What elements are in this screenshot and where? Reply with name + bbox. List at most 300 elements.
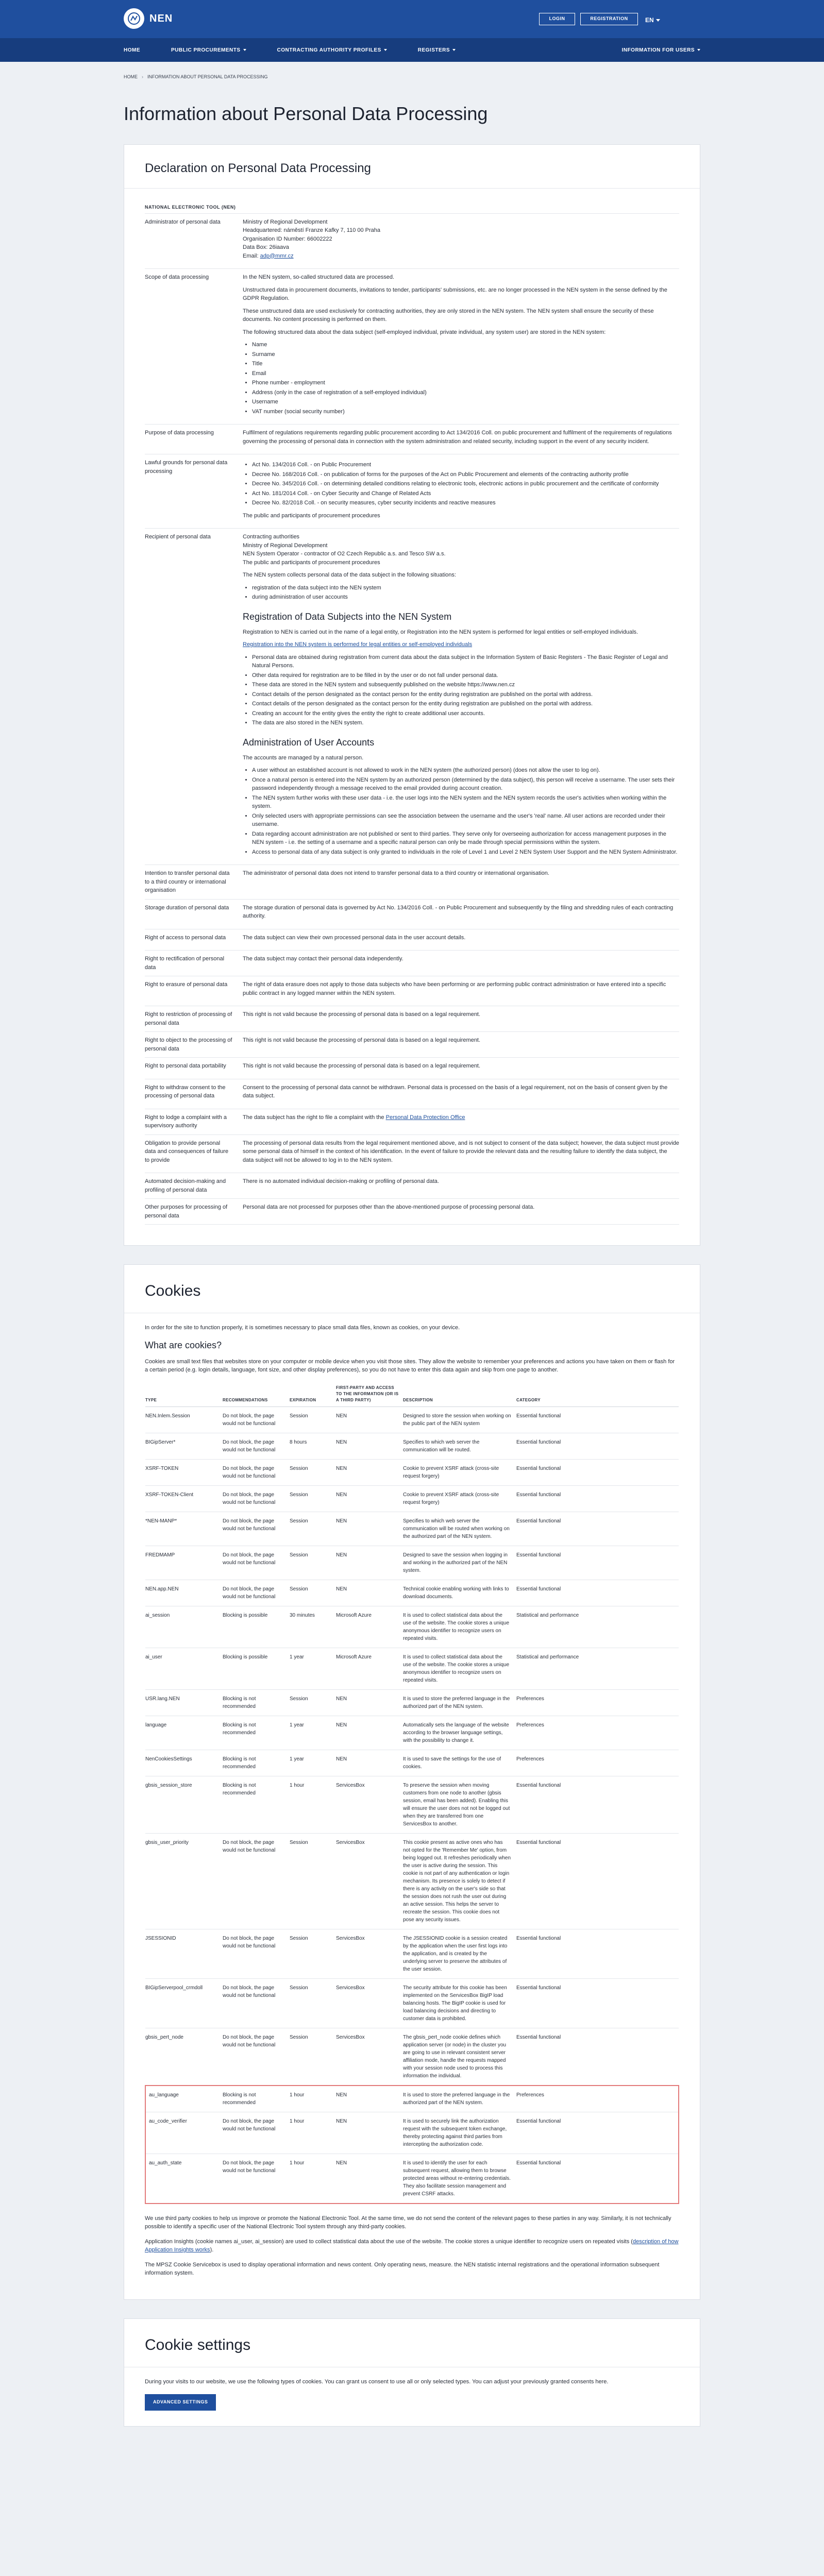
table-row [145, 1776, 679, 1833]
row-tail: The public and participants of procurement procedures [243, 512, 380, 519]
table-cell: NEN [336, 2112, 403, 2154]
table-cell: Session [290, 1929, 336, 1978]
table-row [145, 1580, 679, 1606]
row-label: Right of access to personal data [145, 929, 243, 951]
row-value [243, 976, 679, 1006]
list-item: • Address (only in the case of registration of a self-employed individual) [252, 388, 679, 397]
table-cell: Do not block, the page would not be functional [223, 1929, 290, 1978]
nav-label: INFORMATION FOR USERS [621, 47, 695, 53]
row-paragraph-text: This right is not valid because the processing of personal data is based on a legal requirement. [243, 1011, 481, 1018]
row-line: Data Box: 26iaava [243, 244, 289, 250]
row-paragraph [243, 980, 679, 997]
table-cell: NEN.app.NEN [145, 1580, 223, 1606]
declaration-row [145, 269, 679, 425]
row-paragraph-text: The storage duration of personal data is governed by Act No. 134/2016 Coll. - on Public Procurement and subsequently by the filing and shredding rules of each contracting authority. [243, 904, 674, 919]
nav-public-procurements[interactable] [171, 46, 246, 54]
chevron-down-icon [452, 49, 456, 51]
list-item: • Username [252, 398, 679, 406]
row-paragraph [243, 1203, 679, 1212]
table-cell: Essential functional [516, 1580, 679, 1606]
authority-link[interactable]: Personal Data Protection Office [385, 1114, 465, 1121]
table-cell: Designed to store the session when working on the public part of the NEN system [403, 1406, 516, 1433]
nav-information-for-users[interactable] [622, 46, 700, 54]
row-label: Right to object to the processing of personal data [145, 1032, 243, 1058]
column-header: EXPIRATION [290, 1381, 336, 1407]
row-paragraph-text: The processing of personal data results from the legal requirement mentioned above, and is not subject to consent of the data subject; however, the data subject must provide some personal data of himself in the context of his identification. In the event of failure to provide the relevant data and the resulting failure to identify the data subject, the data subject will not be allowed to log in to the NEN system. [243, 1140, 679, 1163]
table-cell: 1 hour [290, 1776, 336, 1833]
row-value [243, 269, 679, 425]
table-cell: USR.lang.NEN [145, 1689, 223, 1716]
row-line: The public and participants of procurement procedures [243, 559, 380, 566]
row-paragraph-text: Unstructured data in procurement documents, invitations to tender, participants' submissions, etc. are no longer processed in the NEN system in the sense defined by the GDPR Regulation. [243, 286, 667, 301]
column-header: DESCRIPTION [403, 1381, 516, 1407]
table-cell: Session [290, 2028, 336, 2086]
declaration-card [124, 144, 700, 1246]
table-cell: Preferences [516, 2086, 679, 2112]
row-value [243, 1032, 679, 1058]
table-cell: Specifies to which web server the communication will be routed. [403, 1433, 516, 1459]
table-cell: Specifies to which web server the communication will be routed when working on the authorized part of the NEN system. [403, 1512, 516, 1546]
row-paragraph-text: This right is not valid because the processing of personal data is based on a legal requirement. [243, 1037, 481, 1043]
declaration-row [145, 865, 679, 900]
row-paragraph [243, 286, 679, 303]
table-cell: JSESSIONID [145, 1929, 223, 1978]
admin-list [243, 766, 679, 856]
top-header [0, 0, 824, 38]
login-button[interactable]: LOGIN [539, 13, 575, 25]
table-cell: language [145, 1716, 223, 1750]
row-line: Ministry of Regional Development [243, 542, 328, 549]
nav-home[interactable]: HOME [124, 47, 140, 53]
table-cell: 8 hours [290, 1433, 336, 1459]
row-value [243, 1058, 679, 1079]
what-are-cookies-title: What are cookies? [145, 1340, 222, 1350]
table-cell: NEN [336, 2086, 403, 2112]
row-paragraph [243, 429, 679, 446]
chevron-down-icon [243, 49, 246, 51]
row-paragraph-text: The data subject can view their own processed personal data in the user account details. [243, 934, 466, 941]
admin-title: Administration of User Accounts [243, 737, 375, 748]
chevron-down-icon [697, 49, 700, 51]
declaration-row [145, 529, 679, 865]
cookies-title: Cookies [145, 1282, 201, 1299]
table-cell: Do not block, the page would not be functional [223, 1406, 290, 1433]
page-title: Information about Personal Data Processing [124, 103, 488, 124]
row-paragraph [243, 1036, 679, 1045]
row-label: Scope of data processing [145, 269, 243, 425]
column-header: FIRST-PARTY AND ACCESS TO THE INFORMATION (OR IS A THIRD PARTY) [336, 1381, 403, 1407]
declaration-row [145, 425, 679, 454]
table-cell: Blocking is possible [223, 1648, 290, 1689]
table-cell: Session [290, 1546, 336, 1580]
row-value [243, 1173, 679, 1199]
language-label: EN [645, 16, 654, 24]
row-value [243, 425, 679, 454]
table-cell: Cookie to prevent XSRF attack (cross-site request forgery) [403, 1459, 516, 1485]
table-cell: Essential functional [516, 1485, 679, 1512]
cookies-intro: In order for the site to function properly, it is sometimes necessary to place small data files, known as cookies, on your device. [145, 1325, 460, 1331]
table-cell: XSRF-TOKEN-Client [145, 1485, 223, 1512]
nav-label: PUBLIC PROCUREMENTS [171, 47, 241, 53]
table-cell: NEN [336, 1459, 403, 1485]
row-line: Organisation ID Number: 66002222 [243, 235, 332, 242]
nav-label: CONTRACTING AUTHORITY PROFILES [277, 47, 381, 53]
row-paragraph [243, 571, 679, 580]
table-cell: NEN [336, 1580, 403, 1606]
list-item: • during administration of user accounts [252, 593, 679, 602]
row-paragraph-text: The right of data erasure does not apply to those data subjects who have been performing or are performing public contract administration or have entered into a specific public contract in any logged manner within the NEN system. [243, 981, 666, 996]
breadcrumb-current: INFORMATION ABOUT PERSONAL DATA PROCESSING [147, 74, 268, 80]
table-cell: The gbsis_pert_node cookie defines which application server (or node) in the cluster you are going to use in relevant consistent server affiliation mode, handle the requests mapped with your session node used to process this information the individual. [403, 2028, 516, 2086]
row-label: Administrator of personal data [145, 214, 243, 269]
table-cell: au_auth_state [145, 2154, 223, 2204]
row-label: Storage duration of personal data [145, 899, 243, 929]
list-item: • Contact details of the person designated as the contact person for the entity during registration are published on the portal with address. [252, 690, 679, 699]
row-paragraph-text: Personal data are not processed for purposes other than the above-mentioned purpose of processing personal data. [243, 1204, 535, 1210]
list-item: • Creating an account for the entity gives the entity the right to create additional user accounts. [252, 709, 679, 718]
list-item: • Once a natural person is entered into the NEN system by an authorized person (determined by the data subject), this person will receive a username. The user sets their password independently through a message received to the email provided during account creation. [252, 776, 679, 793]
table-cell: 1 year [290, 1750, 336, 1776]
list-item: • Decree No. 82/2018 Coll. - on security measures, cyber security incidents and reactive measures [252, 499, 679, 507]
column-header: RECOMMENDATIONS [223, 1381, 290, 1407]
table-cell: Microsoft Azure [336, 1648, 403, 1689]
table-cell: 1 year [290, 1716, 336, 1750]
table-cell: The JSESSIONID cookie is a session created by the application when the user first logs into the application, and is created by the underlying server to preserve the attributes of the user session. [403, 1929, 516, 1978]
row-value [243, 529, 679, 865]
row-paragraph [243, 1113, 679, 1122]
row-line: Email: [243, 252, 260, 259]
row-list [243, 584, 679, 602]
row-paragraph-text: In the NEN system, so-called structured data are processed. [243, 274, 395, 280]
nav-registers[interactable] [418, 46, 456, 54]
table-cell: Do not block, the page would not be functional [223, 2154, 290, 2204]
table-row [145, 1459, 679, 1485]
row-paragraph [243, 1010, 679, 1019]
row-paragraph-text: There is no automated individual decision-making or profiling of personal data. [243, 1178, 439, 1184]
table-row [145, 1512, 679, 1546]
table-cell: It is used to identify the user for each subsequent request, allowing them to browse protected areas without re-entering credentials. They also facilitate session management and prevent CSRF attacks. [403, 2154, 516, 2204]
row-value [243, 929, 679, 951]
list-item: • Data regarding account administration are not published or sent to third parties. They serve only for overseeing authorization for access management purposes in the NEN system - i.e. the setting of a username and a specific natural person can only be made through special permissions within the system. [252, 830, 679, 847]
table-row [145, 1978, 679, 2028]
row-paragraph [243, 1139, 679, 1165]
table-cell: Do not block, the page would not be functional [223, 2028, 290, 2086]
list-item: • Email [252, 369, 679, 378]
table-cell: gbsis_session_store [145, 1776, 223, 1833]
logo-emblem-icon [124, 8, 144, 29]
row-paragraph-text: These unstructured data are used exclusively for contracting authorities, they are only stored in the NEN system. The NEN system shall ensure the security of these documents. No content processing is performed on them. [243, 308, 654, 323]
table-cell: Blocking is not recommended [223, 1716, 290, 1750]
row-line: Headquartered: náměstí Franze Kafky 7, 110 00 Praha [243, 227, 381, 233]
table-cell: NEN [336, 1716, 403, 1750]
app-insights-pre: Application Insights (cookie names ai_user, ai_session) are used to collect statistical data about the use of the website. The cookie stores a unique identifier to recognize users on repeated visits ( [145, 2238, 633, 2245]
table-cell: Blocking is not recommended [223, 1689, 290, 1716]
app-insights-link[interactable]: description of how Application Insights works [145, 2238, 679, 2253]
table-cell: Session [290, 1512, 336, 1546]
row-paragraph [243, 307, 679, 324]
list-item: • The NEN system further works with these user data - i.e. the user logs into the NEN system and the NEN system records the user's activities when working within the system. [252, 794, 679, 811]
table-cell: Essential functional [516, 1776, 679, 1833]
table-cell: NEN.Inlem.Session [145, 1406, 223, 1433]
declaration-row [145, 1058, 679, 1079]
list-item: • Other data required for registration are to be filled in by the user or do not fall under personal data. [252, 671, 679, 680]
nav-label: REGISTERS [417, 47, 450, 53]
table-row [145, 1929, 679, 1978]
registration-link[interactable]: Registration into the NEN system is performed for legal entities or self-employed individuals [243, 641, 473, 648]
list-item: • Decree No. 345/2016 Coll. - on determining detailed conditions relating to electronic tools, electronic actions in public procurement and the certificate of conformity [252, 480, 679, 488]
table-cell: It is used to collect statistical data about the use of the website. The cookie stores a unique anonymous identifier to recognize users on repeated visits. [403, 1606, 516, 1648]
row-list [243, 461, 679, 507]
table-cell: Do not block, the page would not be functional [223, 1459, 290, 1485]
servicebox-text: The MPSZ Cookie Servicebox is used to display operational information and news content. Only operating news, measure. the NEN statistic internal registrations and the operational information subsequent information system. [145, 2261, 660, 2276]
list-item: • Act No. 181/2014 Coll. - on Cyber Security and Change of Related Acts [252, 489, 679, 498]
language-selector[interactable] [645, 15, 660, 25]
chevron-down-icon [656, 19, 660, 22]
admin-intro: The accounts are managed by a natural person. [243, 754, 364, 761]
table-cell: To preserve the session when moving customers from one node to another (gbsis session, email has been added). Enabling this will ensure the user does not not be logged out when they are transferred from one ServicesBox to another. [403, 1776, 516, 1833]
table-cell: Do not block, the page would not be functional [223, 1580, 290, 1606]
table-row [145, 2086, 679, 2112]
app-insights-post: ). [210, 2247, 214, 2253]
table-row [145, 1433, 679, 1459]
table-cell: Session [290, 1580, 336, 1606]
cookie-settings-card [124, 2318, 700, 2427]
row-paragraph-text: The administrator of personal data does not intend to transfer personal data to a third country or international organisation. [243, 870, 549, 876]
row-label: Other purposes for processing of personal data [145, 1199, 243, 1225]
table-cell: Session [290, 1978, 336, 2028]
table-row [145, 1546, 679, 1580]
table-cell: Blocking is not recommended [223, 1776, 290, 1833]
table-cell: Session [290, 1485, 336, 1512]
row-paragraph [243, 328, 679, 337]
row-paragraph [243, 869, 679, 878]
table-row [145, 1750, 679, 1776]
table-cell: Essential functional [516, 2028, 679, 2086]
declaration-title: Declaration on Personal Data Processing [145, 161, 371, 175]
table-cell: Preferences [516, 1716, 679, 1750]
table-cell: Cookie to prevent XSRF attack (cross-site request forgery) [403, 1485, 516, 1512]
nav-contracting-authority-profiles[interactable] [277, 46, 387, 54]
table-cell: ServicesBox [336, 1833, 403, 1929]
list-item: • Only selected users with appropriate permissions can see the association between the username and the user's 'real' name. All user actions are recorded under their username. [252, 812, 679, 829]
row-label: Obligation to provide personal data and consequences of failure to provide [145, 1134, 243, 1173]
list-item: • Decree No. 168/2016 Coll. - on publication of forms for the purposes of the Act on Public Procurement and elements of the contracting authority profile [252, 470, 679, 479]
table-cell: XSRF-TOKEN [145, 1459, 223, 1485]
table-cell: Blocking is not recommended [223, 1750, 290, 1776]
table-row [145, 1689, 679, 1716]
row-paragraph [243, 955, 679, 963]
table-cell: Do not block, the page would not be functional [223, 1833, 290, 1929]
registration-button[interactable]: REGISTRATION [580, 13, 638, 25]
table-cell: Essential functional [516, 1978, 679, 2028]
table-cell: Session [290, 1406, 336, 1433]
row-paragraph [243, 273, 679, 282]
row-paragraph-text: Fulfilment of regulations requirements regarding public procurement according to Act 134/2016 Coll. on public procurement and fulfilment of the requirements of regulations governing the processing of personal data in connection with the system administration and related security, including support in the event of any security incident. [243, 430, 672, 445]
table-cell: *NEN-MANP* [145, 1512, 223, 1546]
row-value [243, 865, 679, 900]
table-cell: au_code_verifier [145, 2112, 223, 2154]
table-cell: 1 hour [290, 2086, 336, 2112]
row-lines [243, 533, 679, 567]
column-header: TYPE [145, 1381, 223, 1407]
table-cell: Session [290, 1689, 336, 1716]
cookie-settings-title: Cookie settings [145, 2336, 251, 2353]
table-cell: 1 hour [290, 2154, 336, 2204]
table-row [145, 1648, 679, 1689]
row-paragraph-text: Consent to the processing of personal data cannot be withdrawn. Personal data is processed on the basis of a legal requirement, not on the basis of consent given by the data subject. [243, 1084, 668, 1099]
row-value [243, 1199, 679, 1225]
table-cell: This cookie present as active ones who has not opted for the 'Remember Me' option, from being logged out. It refreshes periodically when the user is active during the session. This cookie is not part of any authentication or login mechanism. Its presence is solely to detect if there is any activity on the user's side so that the session does not rush the user out during an active session. This helps the server to recreate the session. This cookie does not pose any security issues. [403, 1833, 516, 1929]
row-value [243, 899, 679, 929]
declaration-row [145, 1173, 679, 1199]
table-cell: NEN [336, 1512, 403, 1546]
declaration-row [145, 976, 679, 1006]
list-item: • Act No. 134/2016 Coll. - on Public Procurement [252, 461, 679, 469]
table-row [145, 1606, 679, 1648]
table-row [145, 2112, 679, 2154]
row-paragraph-text: The NEN system collects personal data of the data subject in the following situations: [243, 572, 456, 578]
row-paragraph [243, 1083, 679, 1100]
table-cell: Do not block, the page would not be functional [223, 1512, 290, 1546]
breadcrumb-home[interactable]: HOME [124, 74, 138, 80]
table-cell: BIGipServer* [145, 1433, 223, 1459]
section-label: NATIONAL ELECTRONIC TOOL (NEN) [145, 199, 679, 214]
row-value [243, 1079, 679, 1109]
row-label: Right to restriction of processing of personal data [145, 1006, 243, 1032]
declaration-row [145, 1079, 679, 1109]
list-item: • Title [252, 360, 679, 368]
list-item: • Personal data are obtained during registration from current data about the data subject in the Information System of Basic Registers - The Basic Register of Legal and Natural Persons. [252, 653, 679, 670]
list-item: • Phone number - employment [252, 379, 679, 387]
list-item: • These data are stored in the NEN system and subsequently published on the website https://www.nen.cz [252, 681, 679, 689]
table-cell: NEN [336, 1546, 403, 1580]
declaration-table [145, 214, 679, 1225]
table-cell: Essential functional [516, 1546, 679, 1580]
row-value [243, 454, 679, 529]
table-cell: NEN [336, 1689, 403, 1716]
table-cell: NEN [336, 1750, 403, 1776]
registration-list [243, 653, 679, 727]
table-cell: Blocking is not recommended [223, 2086, 290, 2112]
table-cell: It is used to store the preferred language in the authorized part of the NEN system. [403, 1689, 516, 1716]
row-label: Right to withdraw consent to the processing of personal data [145, 1079, 243, 1109]
table-row [145, 1716, 679, 1750]
table-cell: Essential functional [516, 1833, 679, 1929]
row-list [243, 341, 679, 416]
table-cell: Essential functional [516, 2112, 679, 2154]
table-cell: NEN [336, 1433, 403, 1459]
third-party-text: We use third party cookies to help us improve or promote the National Electronic Tool. At the same time, we do not send the content of the relevant pages to these parties in any way. Similarly, it is not technically possible to identify a specific user of the National Electronic Tool system through any third-party cookies. [145, 2215, 671, 2230]
table-cell: Statistical and performance [516, 1606, 679, 1648]
logo[interactable] [124, 8, 173, 29]
declaration-row [145, 1032, 679, 1058]
table-row [145, 1485, 679, 1512]
table-cell: It is used to securely link the authorization request with the subsequent token exchange, thereby protecting against third parties from intercepting the authorization code. [403, 2112, 516, 2154]
row-paragraph [243, 904, 679, 921]
row-label: Automated decision-making and profiling of personal data [145, 1173, 243, 1199]
table-cell: It is used to save the settings for the use of cookies. [403, 1750, 516, 1776]
row-label: Intention to transfer personal data to a third country or international organisation [145, 865, 243, 900]
table-cell: Automatically sets the language of the website according to the browser language settings, with the possibility to change it. [403, 1716, 516, 1750]
declaration-row [145, 1006, 679, 1032]
table-cell: ServicesBox [336, 2028, 403, 2086]
row-paragraph [243, 934, 679, 942]
table-cell: Microsoft Azure [336, 1606, 403, 1648]
table-cell: 1 hour [290, 2112, 336, 2154]
table-cell: NEN [336, 2154, 403, 2204]
table-cell: ServicesBox [336, 1776, 403, 1833]
row-value [243, 1006, 679, 1032]
table-row [145, 2154, 679, 2204]
table-cell: Do not block, the page would not be functional [223, 1485, 290, 1512]
declaration-row [145, 1134, 679, 1173]
table-cell: ai_session [145, 1606, 223, 1648]
table-cell: Statistical and performance [516, 1648, 679, 1689]
declaration-row [145, 1199, 679, 1225]
declaration-row [145, 214, 679, 269]
table-cell: NenCookiesSettings [145, 1750, 223, 1776]
row-paragraph-text: The following structured data about the data subject (self-employed individual, private individual, any system user) are stored in the NEN system: [243, 329, 606, 335]
table-cell: Do not block, the page would not be functional [223, 1546, 290, 1580]
table-cell: Preferences [516, 1689, 679, 1716]
breadcrumb-separator-icon: › [142, 74, 143, 80]
row-value [243, 1134, 679, 1173]
declaration-row [145, 899, 679, 929]
table-cell: NEN [336, 1485, 403, 1512]
declaration-row [145, 951, 679, 976]
table-cell: Session [290, 1459, 336, 1485]
list-item: • VAT number (social security number) [252, 408, 679, 416]
table-row [145, 1406, 679, 1433]
table-cell: 1 year [290, 1648, 336, 1689]
row-paragraph-text: This right is not valid because the processing of personal data is based on a legal requirement. [243, 1063, 481, 1069]
main-navigation [0, 38, 824, 62]
row-lines [243, 218, 679, 261]
app-insights-text [145, 2238, 679, 2255]
table-row [145, 1833, 679, 1929]
logo-text: NEN [149, 13, 173, 24]
cookies-table [145, 1381, 679, 2204]
table-cell: Do not block, the page would not be functional [223, 1433, 290, 1459]
table-cell: FREDMAMP [145, 1546, 223, 1580]
row-paragraph-text: The data subject has the right to file a complaint with the [243, 1114, 386, 1121]
row-label: Purpose of data processing [145, 425, 243, 454]
table-cell: au_language [145, 2086, 223, 2112]
table-cell: NEN [336, 1406, 403, 1433]
row-label: Right to personal data portability [145, 1058, 243, 1079]
advanced-settings-button[interactable]: ADVANCED SETTINGS [145, 2394, 216, 2411]
cookies-card [124, 1264, 700, 2300]
table-cell: The security attribute for this cookie has been implemented on the ServicesBox BigIP load balancing hosts. The BigIP cookie is used for load balancing decisions and directing to customer data is prohibited. [403, 1978, 516, 2028]
list-item: • A user without an established account is not allowed to work in the NEN system (the authorized person) (does not allow the user to log on). [252, 766, 679, 775]
table-cell: Essential functional [516, 1459, 679, 1485]
table-cell: It is used to collect statistical data about the use of the website. The cookie stores a unique anonymous identifier to recognize users on repeated visits. [403, 1648, 516, 1689]
list-item: • Surname [252, 350, 679, 359]
table-cell: gbsis_pert_node [145, 2028, 223, 2086]
table-cell: ServicesBox [336, 1978, 403, 2028]
row-label: Right to rectification of personal data [145, 951, 243, 976]
row-value [243, 214, 679, 269]
registration-intro: Registration to NEN is carried out in the name of a legal entity, or Registration into the NEN system is performed for legal entities or self-employed individuals. [243, 629, 638, 635]
table-cell: Essential functional [516, 1433, 679, 1459]
row-value [243, 951, 679, 976]
email-link[interactable]: adp@mmr.cz [260, 252, 294, 259]
row-label: Lawful grounds for personal data processing [145, 454, 243, 529]
breadcrumb [0, 62, 824, 93]
list-item: • Contact details of the person designated as the contact person for the entity during registration are published on the portal with address. [252, 700, 679, 708]
column-header: CATEGORY [516, 1381, 679, 1407]
table-cell: Do not block, the page would not be functional [223, 1978, 290, 2028]
